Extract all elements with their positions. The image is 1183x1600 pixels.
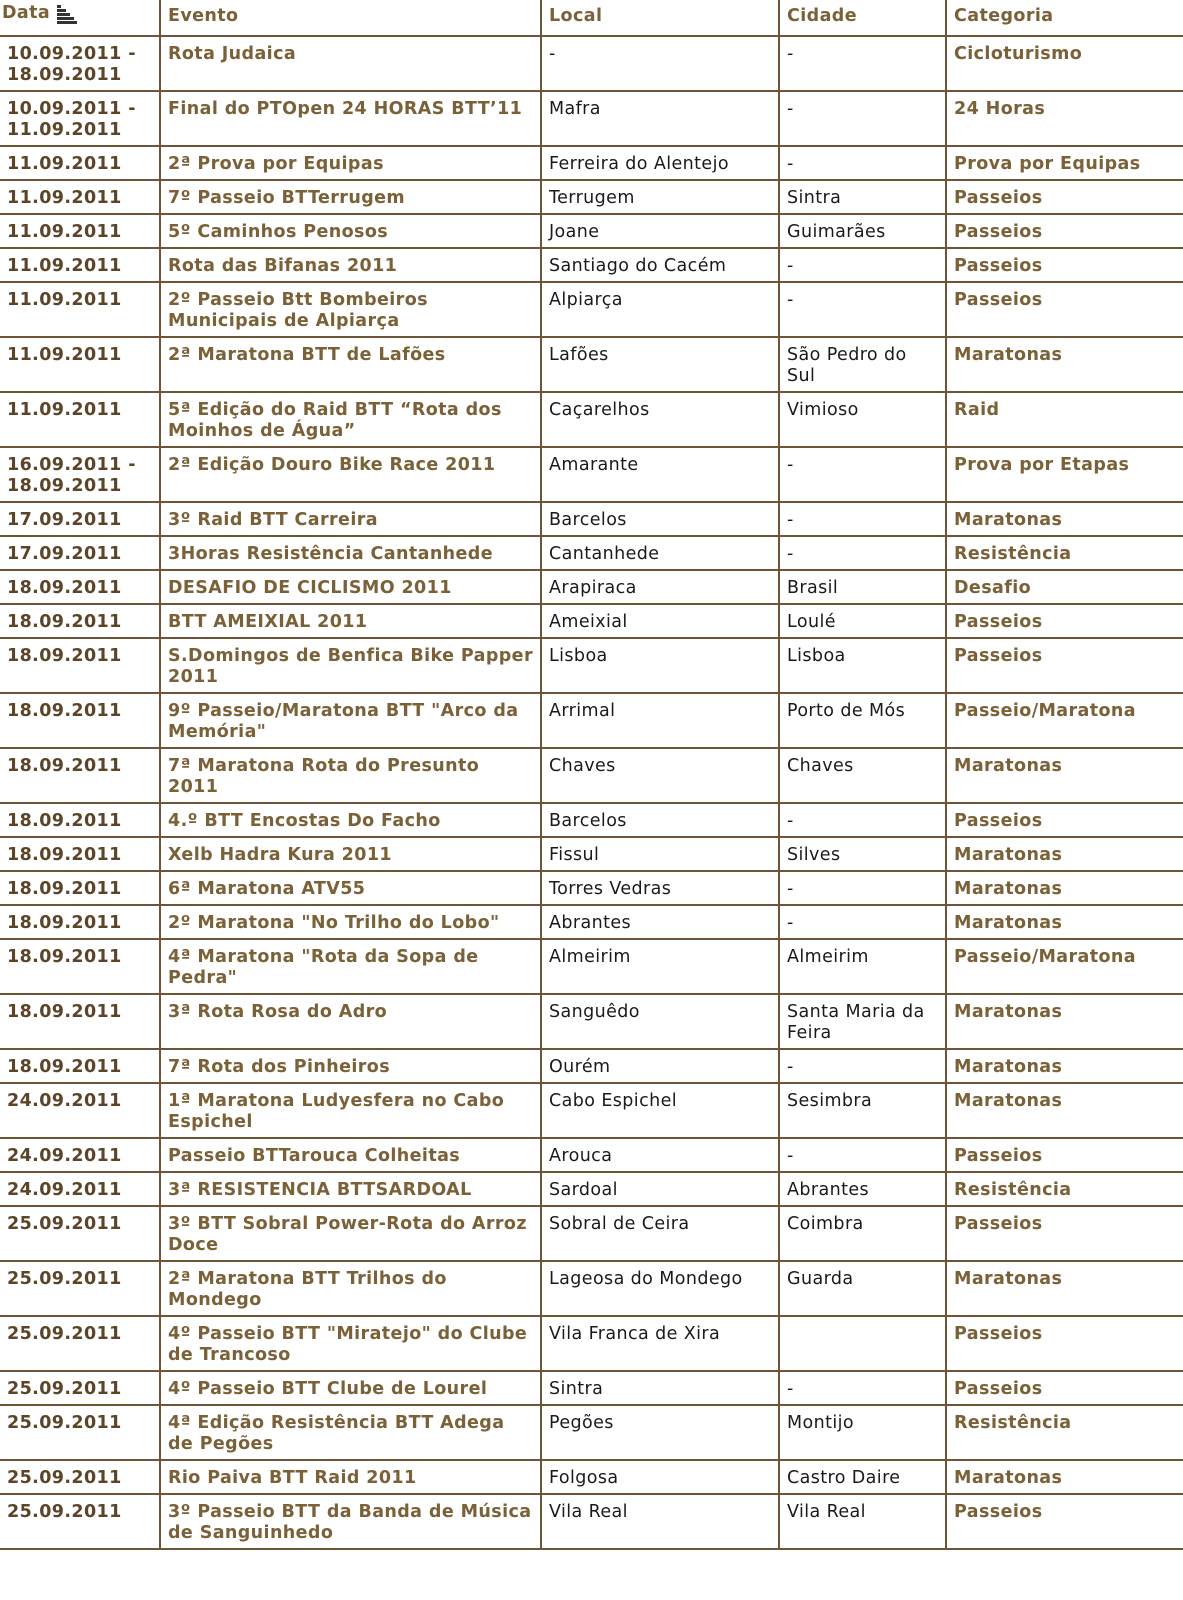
event-date: 11.09.2011 [0, 282, 160, 337]
event-local: Barcelos [541, 502, 779, 536]
event-cidade: Brasil [779, 570, 946, 604]
event-local: Lisboa [541, 638, 779, 693]
table-row [0, 1206, 1183, 1261]
event-cidade: - [779, 447, 946, 502]
event-date: 18.09.2011 [0, 994, 160, 1049]
event-cidade: - [779, 91, 946, 146]
event-name-link[interactable]: S.Domingos de Benfica Bike Papper 2011 [160, 638, 541, 693]
event-date: 11.09.2011 [0, 180, 160, 214]
event-local: Barcelos [541, 803, 779, 837]
event-cidade: - [779, 536, 946, 570]
event-categoria-link[interactable]: Maratonas [946, 748, 1183, 803]
event-local: - [541, 36, 779, 91]
event-date: 18.09.2011 [0, 1049, 160, 1083]
event-name-link[interactable]: 3º Raid BTT Carreira [160, 502, 541, 536]
event-categoria-link[interactable]: Resistência [946, 1405, 1183, 1460]
event-name-link[interactable]: 2º Maratona "No Trilho do Lobo" [160, 905, 541, 939]
event-name-link[interactable]: 4.º BTT Encostas Do Facho [160, 803, 541, 837]
event-date: 18.09.2011 [0, 803, 160, 837]
event-categoria-link[interactable]: Passeios [946, 180, 1183, 214]
event-date: 18.09.2011 [0, 905, 160, 939]
event-categoria-link[interactable]: Passeios [946, 1206, 1183, 1261]
event-local: Sobral de Ceira [541, 1206, 779, 1261]
event-categoria-link[interactable]: Passeios [946, 214, 1183, 248]
table-row [0, 1316, 1183, 1371]
event-name-link[interactable]: 2º Passeio Btt Bombeiros Municipais de Alpiarça [160, 282, 541, 337]
event-name-link[interactable]: Rio Paiva BTT Raid 2011 [160, 1460, 541, 1494]
event-categoria-link[interactable]: Maratonas [946, 837, 1183, 871]
event-name-link[interactable]: 7º Passeio BTTerrugem [160, 180, 541, 214]
event-categoria-link[interactable]: Passeios [946, 1138, 1183, 1172]
event-cidade: Loulé [779, 604, 946, 638]
event-name-link[interactable]: 9º Passeio/Maratona BTT "Arco da Memória" [160, 693, 541, 748]
event-categoria-link[interactable]: Maratonas [946, 1049, 1183, 1083]
sort-descending-icon[interactable] [56, 5, 78, 31]
event-name-link[interactable]: 4ª Edição Resistência BTT Adega de Pegões [160, 1405, 541, 1460]
event-date: 25.09.2011 [0, 1316, 160, 1371]
event-categoria-link[interactable]: Passeios [946, 803, 1183, 837]
event-local: Caçarelhos [541, 392, 779, 447]
event-date: 24.09.2011 [0, 1172, 160, 1206]
event-date: 25.09.2011 [0, 1460, 160, 1494]
event-local: Pegões [541, 1405, 779, 1460]
event-categoria-link[interactable]: Raid [946, 392, 1183, 447]
table-row [0, 447, 1183, 502]
table-body [0, 36, 1183, 1549]
event-categoria-link[interactable]: Prova por Equipas [946, 146, 1183, 180]
table-header-row [0, 0, 1183, 36]
table-row [0, 36, 1183, 91]
table-row [0, 337, 1183, 392]
event-local: Fissul [541, 837, 779, 871]
event-cidade: - [779, 871, 946, 905]
table-row [0, 1049, 1183, 1083]
table-row [0, 1138, 1183, 1172]
event-name-link[interactable]: Final do PTOpen 24 HORAS BTT’11 [160, 91, 541, 146]
event-categoria-link[interactable]: Passeios [946, 248, 1183, 282]
event-local: Mafra [541, 91, 779, 146]
event-local: Abrantes [541, 905, 779, 939]
event-local: Lageosa do Mondego [541, 1261, 779, 1316]
event-cidade: - [779, 36, 946, 91]
table-row [0, 1460, 1183, 1494]
event-cidade: Sintra [779, 180, 946, 214]
event-cidade: Sesimbra [779, 1083, 946, 1138]
table-row [0, 282, 1183, 337]
event-name-link[interactable]: 2ª Edição Douro Bike Race 2011 [160, 447, 541, 502]
table-row [0, 502, 1183, 536]
event-categoria-link[interactable]: Maratonas [946, 1261, 1183, 1316]
event-date: 10.09.2011 - 18.09.2011 [0, 36, 160, 91]
event-cidade: - [779, 803, 946, 837]
table-row [0, 1494, 1183, 1549]
event-cidade: Castro Daire [779, 1460, 946, 1494]
event-date: 17.09.2011 [0, 536, 160, 570]
event-date: 25.09.2011 [0, 1261, 160, 1316]
event-categoria-link[interactable]: Passeios [946, 638, 1183, 693]
event-name-link[interactable]: 2ª Maratona BTT Trilhos do Mondego [160, 1261, 541, 1316]
event-categoria-link[interactable]: Passeios [946, 604, 1183, 638]
event-name-link[interactable]: 3ª RESISTENCIA BTTSARDOAL [160, 1172, 541, 1206]
column-header-evento[interactable]: Evento [160, 0, 541, 36]
event-date: 24.09.2011 [0, 1083, 160, 1138]
event-date: 11.09.2011 [0, 146, 160, 180]
event-name-link[interactable]: Xelb Hadra Kura 2011 [160, 837, 541, 871]
event-local: Ferreira do Alentejo [541, 146, 779, 180]
event-categoria-link[interactable]: Resistência [946, 536, 1183, 570]
event-categoria-link[interactable]: Maratonas [946, 502, 1183, 536]
event-name-link[interactable]: 5ª Edição do Raid BTT “Rota dos Moinhos de Água” [160, 392, 541, 447]
event-local: Sardoal [541, 1172, 779, 1206]
event-cidade: - [779, 146, 946, 180]
event-name-link[interactable]: 5º Caminhos Penosos [160, 214, 541, 248]
event-local: Ameixial [541, 604, 779, 638]
event-cidade: Chaves [779, 748, 946, 803]
event-name-link[interactable]: Rota Judaica [160, 36, 541, 91]
event-categoria-link[interactable]: Passeios [946, 1494, 1183, 1549]
event-local: Vila Real [541, 1494, 779, 1549]
table-row [0, 1371, 1183, 1405]
table-row [0, 1405, 1183, 1460]
event-local: Amarante [541, 447, 779, 502]
event-categoria-link[interactable]: Resistência [946, 1172, 1183, 1206]
event-cidade: Montijo [779, 1405, 946, 1460]
column-header-cidade[interactable]: Cidade [779, 0, 946, 36]
event-date: 11.09.2011 [0, 392, 160, 447]
event-local: Cabo Espichel [541, 1083, 779, 1138]
table-row [0, 214, 1183, 248]
event-categoria-link[interactable]: Desafio [946, 570, 1183, 604]
event-local: Arrimal [541, 693, 779, 748]
event-date: 18.09.2011 [0, 638, 160, 693]
table-row [0, 1261, 1183, 1316]
event-name-link[interactable]: 4º Passeio BTT "Miratejo" do Clube de Trancoso [160, 1316, 541, 1371]
column-header-local[interactable]: Local [541, 0, 779, 36]
event-date: 18.09.2011 [0, 604, 160, 638]
event-date: 25.09.2011 [0, 1206, 160, 1261]
table-row [0, 693, 1183, 748]
event-cidade: Lisboa [779, 638, 946, 693]
event-categoria-link[interactable]: Maratonas [946, 871, 1183, 905]
event-local: Arapiraca [541, 570, 779, 604]
event-name-link[interactable]: DESAFIO DE CICLISMO 2011 [160, 570, 541, 604]
table-row [0, 91, 1183, 146]
event-date: 11.09.2011 [0, 248, 160, 282]
event-categoria-link[interactable]: Maratonas [946, 1083, 1183, 1138]
event-local: Joane [541, 214, 779, 248]
event-categoria-link[interactable]: Prova por Etapas [946, 447, 1183, 502]
event-local: Lafões [541, 337, 779, 392]
event-name-link[interactable]: Rota das Bifanas 2011 [160, 248, 541, 282]
event-name-link[interactable]: Passeio BTTarouca Colheitas [160, 1138, 541, 1172]
event-local: Alpiarça [541, 282, 779, 337]
table-row [0, 1172, 1183, 1206]
event-cidade: Vimioso [779, 392, 946, 447]
table-row [0, 1083, 1183, 1138]
event-name-link[interactable]: 2ª Maratona BTT de Lafões [160, 337, 541, 392]
event-name-link[interactable]: 3º Passeio BTT da Banda de Música de Sanguinhedo [160, 1494, 541, 1549]
event-name-link[interactable]: BTT AMEIXIAL 2011 [160, 604, 541, 638]
event-name-link[interactable]: 3º BTT Sobral Power-Rota do Arroz Doce [160, 1206, 541, 1261]
event-date: 18.09.2011 [0, 871, 160, 905]
table-row [0, 604, 1183, 638]
table-row [0, 570, 1183, 604]
column-header-categoria[interactable]: Categoria [946, 0, 1183, 36]
event-name-link[interactable]: 4ª Maratona "Rota da Sopa de Pedra" [160, 939, 541, 994]
column-header-data[interactable] [0, 0, 160, 36]
event-categoria-link[interactable]: 24 Horas [946, 91, 1183, 146]
event-categoria-link[interactable]: Passeios [946, 1316, 1183, 1371]
event-cidade: Porto de Mós [779, 693, 946, 748]
event-date: 18.09.2011 [0, 748, 160, 803]
event-categoria-link[interactable]: Passeio/Maratona [946, 693, 1183, 748]
table-row [0, 837, 1183, 871]
event-cidade: - [779, 1138, 946, 1172]
event-categoria-link[interactable]: Passeio/Maratona [946, 939, 1183, 994]
event-categoria-link[interactable]: Maratonas [946, 1460, 1183, 1494]
event-date: 16.09.2011 - 18.09.2011 [0, 447, 160, 502]
event-local: Terrugem [541, 180, 779, 214]
event-name-link[interactable]: 6ª Maratona ATV55 [160, 871, 541, 905]
event-local: Almeirim [541, 939, 779, 994]
event-local: Sintra [541, 1371, 779, 1405]
table-row [0, 905, 1183, 939]
event-name-link[interactable]: 3Horas Resistência Cantanhede [160, 536, 541, 570]
event-cidade: Santa Maria da Feira [779, 994, 946, 1049]
event-cidade: Vila Real [779, 1494, 946, 1549]
event-cidade: São Pedro do Sul [779, 337, 946, 392]
table-row [0, 146, 1183, 180]
table-row [0, 871, 1183, 905]
event-cidade: - [779, 905, 946, 939]
table-row [0, 748, 1183, 803]
event-date: 25.09.2011 [0, 1371, 160, 1405]
event-categoria-link[interactable]: Cicloturismo [946, 36, 1183, 91]
table-row [0, 536, 1183, 570]
event-cidade: - [779, 1049, 946, 1083]
event-local: Vila Franca de Xira [541, 1316, 779, 1371]
event-date: 18.09.2011 [0, 693, 160, 748]
event-local: Chaves [541, 748, 779, 803]
event-cidade: - [779, 282, 946, 337]
event-date: 25.09.2011 [0, 1405, 160, 1460]
event-local: Santiago do Cacém [541, 248, 779, 282]
table-row [0, 803, 1183, 837]
table-row [0, 392, 1183, 447]
event-cidade [779, 1316, 946, 1371]
event-local: Folgosa [541, 1460, 779, 1494]
event-local: Torres Vedras [541, 871, 779, 905]
event-name-link[interactable]: 4º Passeio BTT Clube de Lourel [160, 1371, 541, 1405]
event-date: 11.09.2011 [0, 214, 160, 248]
event-cidade: - [779, 1371, 946, 1405]
event-date: 18.09.2011 [0, 837, 160, 871]
event-name-link[interactable]: 7ª Maratona Rota do Presunto 2011 [160, 748, 541, 803]
event-local: Cantanhede [541, 536, 779, 570]
table-row [0, 248, 1183, 282]
event-categoria-link[interactable]: Maratonas [946, 994, 1183, 1049]
event-date: 18.09.2011 [0, 939, 160, 994]
event-categoria-link[interactable]: Passeios [946, 1371, 1183, 1405]
event-cidade: Silves [779, 837, 946, 871]
event-cidade: Coimbra [779, 1206, 946, 1261]
event-cidade: - [779, 248, 946, 282]
table-row [0, 939, 1183, 994]
event-local: Arouca [541, 1138, 779, 1172]
event-categoria-link[interactable]: Maratonas [946, 905, 1183, 939]
event-cidade: - [779, 502, 946, 536]
event-date: 24.09.2011 [0, 1138, 160, 1172]
event-date: 10.09.2011 - 11.09.2011 [0, 91, 160, 146]
event-name-link[interactable]: 3ª Rota Rosa do Adro [160, 994, 541, 1049]
event-categoria-link[interactable]: Maratonas [946, 337, 1183, 392]
event-cidade: Almeirim [779, 939, 946, 994]
event-categoria-link[interactable]: Passeios [946, 282, 1183, 337]
event-date: 18.09.2011 [0, 570, 160, 604]
table-row [0, 638, 1183, 693]
column-header-data-label: Data [2, 3, 51, 23]
event-local: Ourém [541, 1049, 779, 1083]
event-date: 11.09.2011 [0, 337, 160, 392]
table-row [0, 180, 1183, 214]
event-cidade: Guarda [779, 1261, 946, 1316]
event-date: 17.09.2011 [0, 502, 160, 536]
event-cidade: Guimarães [779, 214, 946, 248]
event-name-link[interactable]: 2ª Prova por Equipas [160, 146, 541, 180]
table-row [0, 994, 1183, 1049]
event-local: Sanguêdo [541, 994, 779, 1049]
event-date: 25.09.2011 [0, 1494, 160, 1549]
event-name-link[interactable]: 7ª Rota dos Pinheiros [160, 1049, 541, 1083]
event-cidade: Abrantes [779, 1172, 946, 1206]
event-name-link[interactable]: 1ª Maratona Ludyesfera no Cabo Espichel [160, 1083, 541, 1138]
